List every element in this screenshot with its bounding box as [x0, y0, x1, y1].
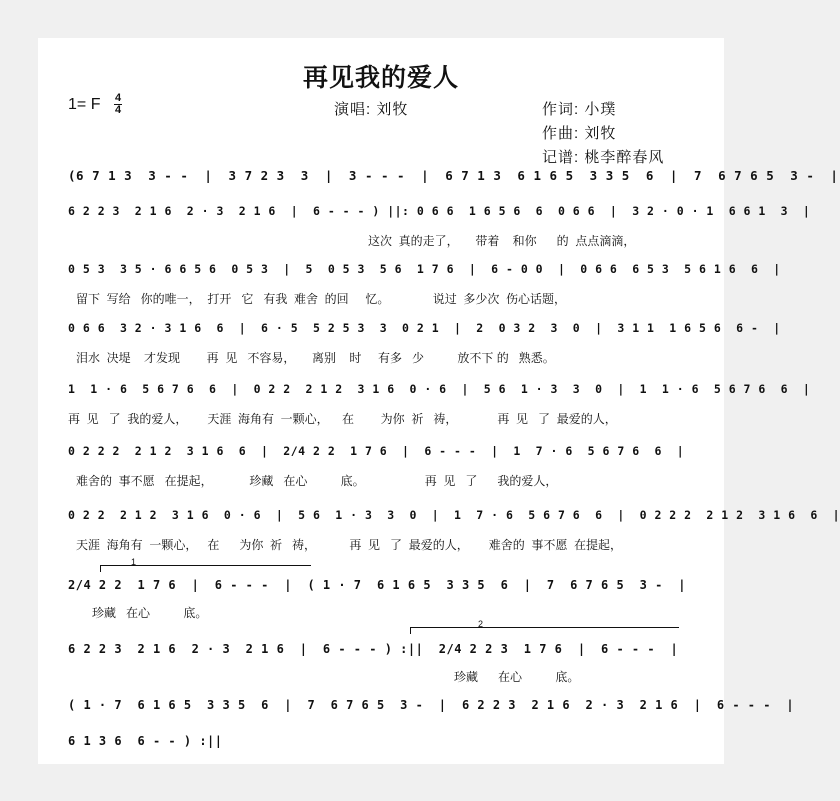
lyrics: 珍藏 在心 底。 [92, 606, 208, 620]
notes: 1 1 · 6 5 6 7 6 6 | 0 2 2 2 1 2 3 1 6 0 · 6 | 5 6 1 · 3 3 0 | 1 1 · 6 5 6 7 6 6 | [68, 382, 811, 396]
lyrics-row [68, 232, 708, 250]
song-title: 再见我的爱人 [302, 63, 459, 92]
singer-credit: 演唱: 刘牧 [334, 101, 409, 118]
notation-row [68, 262, 781, 284]
lyrics: 珍藏 在心 底。 [454, 670, 580, 684]
composer-credit: 作曲: 刘牧 [542, 125, 617, 142]
notes: (6 7 1 3 3 - - | 3 7 2 3 3 | 3 - - - | 6 7 1 3 6 1 6 5 3 3 5 6 | 7 6 7 6 5 3 - | [68, 168, 839, 183]
volta-2-label: 2 [478, 619, 484, 629]
meter-top: 4 [114, 92, 122, 104]
lyrics-row [68, 410, 708, 428]
time-signature [114, 93, 122, 116]
notation-row [68, 382, 811, 404]
notes: 2/4 2 2 1 7 6 | 6 - - - | ( 1 · 7 6 1 6 5 3 3 5 6 | 7 6 7 6 5 3 - | [68, 578, 686, 592]
notation-row [68, 642, 708, 664]
lyrics: 这次 真的走了， 带着 和你 的 点点滴滴， [368, 234, 636, 248]
notation-row [68, 204, 811, 226]
notation-row [68, 321, 781, 343]
notes: 6 1 3 6 6 - - ) :|| [68, 734, 223, 748]
lyrics: 泪水 决堤 才发现 再 见 不容易， 离别 时 有多 少 放不下 的 熟悉。 [76, 351, 555, 365]
notes: 0 6 6 3 2 · 3 1 6 6 | 6 · 5 5 2 5 3 3 0 2 1 | 2 0 3 2 3 0 | 3 1 1 1 6 5 6 6 - | [68, 321, 781, 335]
notation-row [68, 578, 708, 600]
lyrics-row [68, 668, 708, 686]
lyrics: 天涯 海角有 一颗心， 在 为你 祈 祷， 再 见 了 最爱的人， 难舍的 事不愿 在提起， [76, 538, 623, 552]
lyrics: 难舍的 事不愿 在提起， 珍藏 在心 底。 再 见 了 我的爱人， [76, 474, 558, 488]
lyrics-row [68, 536, 708, 554]
notes: 0 2 2 2 2 1 2 3 1 6 6 | 2/4 2 2 1 7 6 | 6 - - - | 1 7 · 6 5 6 7 6 6 | [68, 444, 685, 458]
notation-row [68, 508, 840, 530]
lyricist-credit: 作词: 小璞 [542, 101, 617, 118]
meter-bottom: 4 [114, 104, 122, 116]
lyrics-row [68, 349, 708, 367]
volta-2-bracket [410, 627, 679, 634]
notes: 0 2 2 2 1 2 3 1 6 0 · 6 | 5 6 1 · 3 3 0 | 1 7 · 6 5 6 7 6 6 | 0 2 2 2 2 1 2 3 1 6 6 | [68, 508, 840, 522]
key-signature: 1= F [68, 96, 101, 113]
notes: 6 2 2 3 2 1 6 2 · 3 2 1 6 | 6 - - - ) :|| 2/4 2 2 3 1 7 6 | 6 - - - | [68, 642, 679, 656]
notes: ( 1 · 7 6 1 6 5 3 3 5 6 | 7 6 7 6 5 3 - | 6 2 2 3 2 1 6 2 · 3 2 1 6 | 6 - - - | [68, 698, 795, 712]
lyrics: 留下 写给 你的唯一， 打开 它 有我 难舍 的回 忆。 说过 多少次 伤心话题， [76, 292, 567, 306]
lyrics-row [68, 472, 708, 490]
notation-row [68, 698, 795, 720]
notation-row [68, 168, 839, 190]
score-sheet [38, 38, 840, 764]
lyrics-row [68, 290, 708, 308]
transcriber-credit: 记谱: 桃李醉春风 [542, 149, 665, 166]
volta-1-label: 1 [131, 557, 137, 567]
notes: 6 2 2 3 2 1 6 2 · 3 2 1 6 | 6 - - - ) ||: 0 6 6 1 6 5 6 6 0 6 6 | 3 2 · 0 · 1 6 6 1 3 | [68, 204, 811, 218]
lyrics-row [68, 604, 708, 622]
notation-row [68, 444, 708, 466]
notation-row [68, 734, 708, 756]
lyrics: 再 见 了 我的爱人， 天涯 海角有 一颗心， 在 为你 祈 祷， 再 见 了 最爱的人， [68, 412, 617, 426]
notes: 0 5 3 3 5 · 6 6 5 6 0 5 3 | 5 0 5 3 5 6 1 7 6 | 6 - 0 0 | 0 6 6 6 5 3 5 6 1 6 6 | [68, 262, 781, 276]
